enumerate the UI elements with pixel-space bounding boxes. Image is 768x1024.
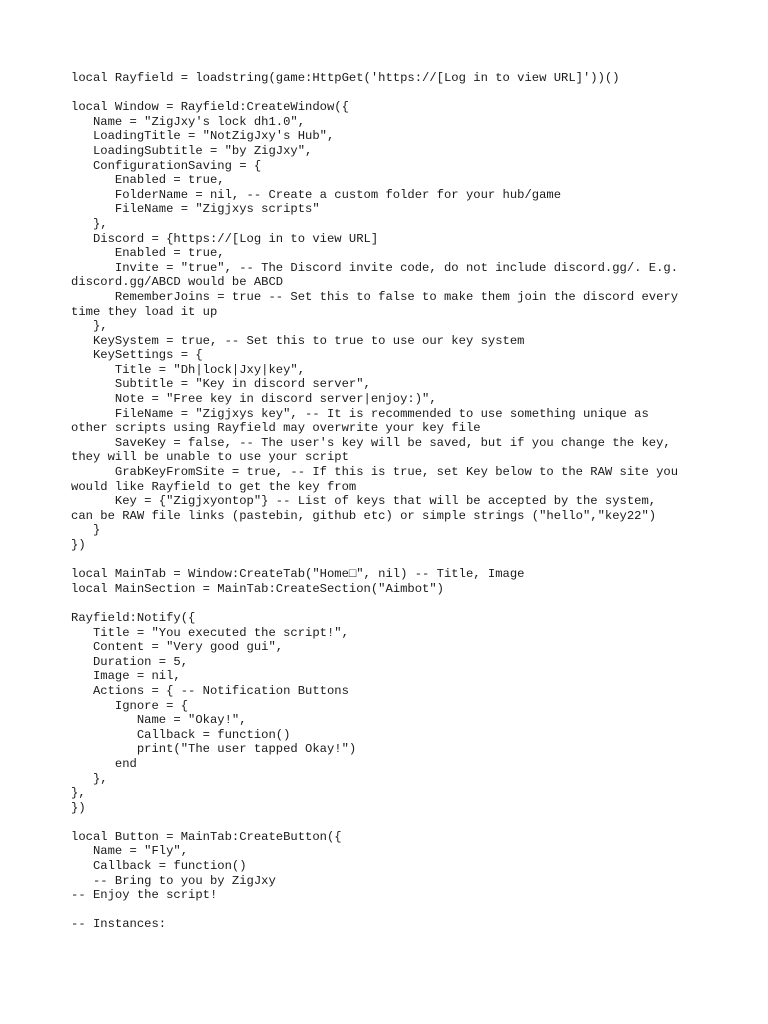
code-line: }, bbox=[71, 786, 86, 801]
code-line: FolderName = nil, -- Create a custom folder for your hub/game bbox=[71, 187, 562, 202]
code-line: they will be unable to use your script bbox=[71, 450, 349, 465]
code-line: other scripts using Rayfield may overwrite your key file bbox=[71, 421, 481, 436]
code-line: KeySystem = true, -- Set this to true to use our key system bbox=[71, 333, 525, 348]
code-line: time they load it up bbox=[71, 304, 218, 319]
code-line bbox=[71, 86, 721, 101]
code-line: Rayfield:Notify({ bbox=[71, 610, 196, 625]
code-line: RememberJoins = true -- Set this to false to make them join the discord every bbox=[71, 289, 679, 304]
code-line: Title = "You executed the script!", bbox=[71, 625, 349, 640]
code-line: GrabKeyFromSite = true, -- If this is true, set Key below to the RAW site you bbox=[71, 465, 679, 480]
code-line: }) bbox=[71, 538, 86, 552]
code-line: Name = "ZigJxy's lock dh1.0", bbox=[71, 114, 306, 129]
code-line: }, bbox=[71, 771, 108, 786]
code-line: Invite = "true", -- The Discord invite code, do not include discord.gg/. E.g. bbox=[71, 260, 679, 275]
code-line: discord.gg/ABCD would be ABCD bbox=[71, 275, 284, 290]
code-line: FileName = "Zigjxys key", -- It is recommended to use something unique as bbox=[71, 406, 649, 421]
code-line: Name = "Okay!", bbox=[71, 713, 247, 728]
code-line: local Rayfield = loadstring(game:HttpGet('https://[Log in to view URL]'))() bbox=[71, 71, 620, 85]
code-line: local Window = Rayfield:CreateWindow({ bbox=[71, 100, 349, 115]
code-line: print("The user tapped Okay!") bbox=[71, 742, 357, 757]
code-line: ConfigurationSaving = { bbox=[71, 158, 262, 173]
code-line: can be RAW file links (pastebin, github etc) or simple strings ("hello","key22") bbox=[71, 508, 657, 523]
code-line: } bbox=[71, 523, 101, 538]
code-line: Note = "Free key in discord server|enjoy:)", bbox=[71, 392, 437, 407]
code-line: LoadingSubtitle = "by ZigJxy", bbox=[71, 143, 313, 158]
code-line bbox=[71, 903, 721, 918]
code-line: -- Instances: bbox=[71, 917, 167, 932]
code-line: Duration = 5, bbox=[71, 654, 189, 669]
code-line bbox=[71, 596, 721, 611]
code-line: Ignore = { bbox=[71, 698, 189, 713]
code-line: Image = nil, bbox=[71, 669, 181, 684]
code-line: Actions = { -- Notification Buttons bbox=[71, 683, 349, 698]
code-line: -- Bring to you by ZigJxy bbox=[71, 873, 276, 888]
code-line: Key = {"Zigjxyontop"} -- List of keys that will be accepted by the system, bbox=[71, 494, 657, 509]
code-line: }) bbox=[71, 800, 86, 815]
code-line bbox=[71, 553, 721, 568]
code-line: KeySettings = { bbox=[71, 348, 203, 363]
code-line: Name = "Fly", bbox=[71, 844, 189, 859]
code-line: -- Enjoy the script! bbox=[71, 888, 218, 903]
code-line: FileName = "Zigjxys scripts" bbox=[71, 202, 320, 217]
code-line: Callback = function() bbox=[71, 727, 291, 742]
code-line: }, bbox=[71, 319, 108, 334]
code-line: local MainSection = MainTab:CreateSection("Aimbot") bbox=[71, 581, 444, 596]
code-line: local MainTab = Window:CreateTab("Home□", nil) -- Title, Image bbox=[71, 567, 525, 582]
code-line: SaveKey = false, -- The user's key will be saved, but if you change the key, bbox=[71, 435, 671, 450]
code-line: end bbox=[71, 756, 137, 771]
code-line: Enabled = true, bbox=[71, 173, 225, 188]
code-document bbox=[71, 71, 721, 932]
code-line: Content = "Very good gui", bbox=[71, 640, 284, 655]
code-line: Callback = function() bbox=[71, 859, 247, 874]
code-line bbox=[71, 815, 721, 830]
code-line: Enabled = true, bbox=[71, 246, 225, 261]
code-line: }, bbox=[71, 216, 108, 231]
code-line: Discord = {https://[Log in to view URL] bbox=[71, 231, 379, 246]
code-line: LoadingTitle = "NotZigJxy's Hub", bbox=[71, 129, 335, 144]
code-line: Title = "Dh|lock|Jxy|key", bbox=[71, 362, 306, 377]
code-line: would like Rayfield to get the key from bbox=[71, 479, 357, 494]
code-line: Subtitle = "Key in discord server", bbox=[71, 377, 371, 392]
code-line: local Button = MainTab:CreateButton({ bbox=[71, 829, 342, 844]
